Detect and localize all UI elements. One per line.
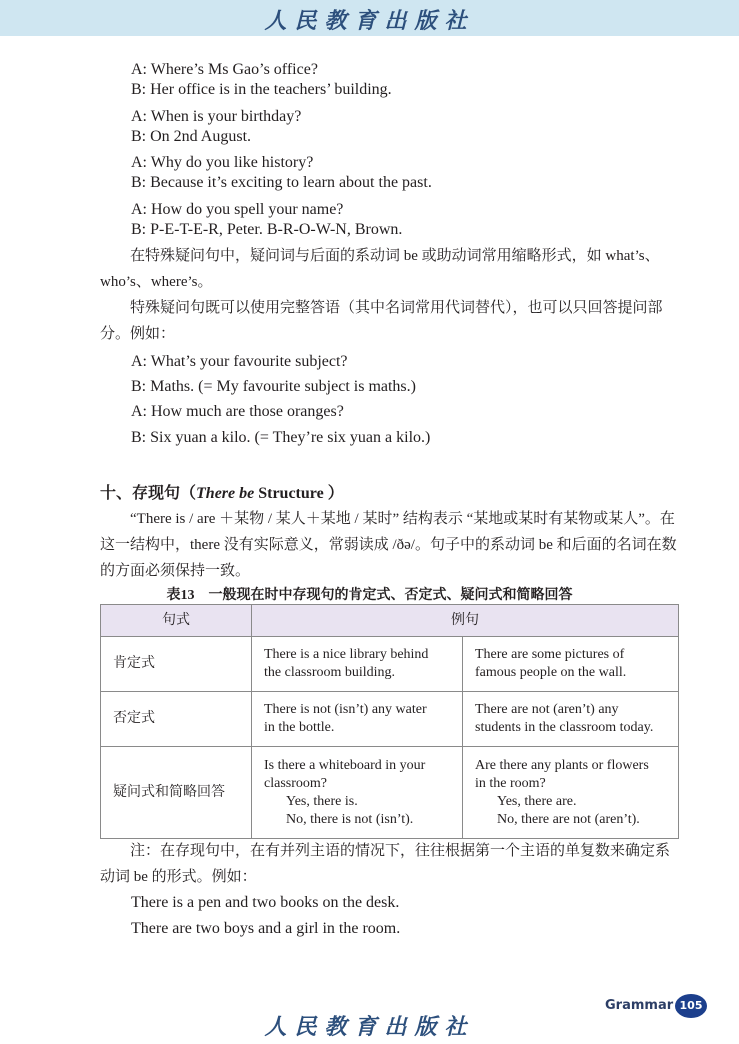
footer-section: Grammar xyxy=(605,998,674,1013)
section-heading: 十、存现句（There be Structure ） xyxy=(100,485,344,502)
page-number: 105 xyxy=(675,994,707,1018)
table-caption: 表13 一般现在时中存现句的肯定式、否定式、疑问式和简略回答 xyxy=(166,588,573,603)
dialog-line: A: How do you spell your name? xyxy=(131,201,344,218)
dialog-line: B: Maths. (= My favourite subject is maths.) xyxy=(131,378,416,395)
example-cell: There are not (aren’t) any students in the classroom today. xyxy=(463,692,679,747)
dialog-line: B: Her office is in the teachers’ building. xyxy=(131,81,392,98)
publisher-logo-footer: 人民教育出版社 xyxy=(264,1014,475,1040)
type-cell: 疑问式和简略回答 xyxy=(101,747,252,839)
type-cell: 否定式 xyxy=(101,692,252,747)
grammar-table xyxy=(100,604,679,839)
table-row xyxy=(101,692,679,747)
example-cell: Is there a whiteboard in your classroom? Yes, there is. No, there is not (isn’t). xyxy=(252,747,463,839)
table-row xyxy=(101,747,679,839)
dialog-line: A: What’s your favourite subject? xyxy=(131,353,348,370)
dialog-line: A: When is your birthday? xyxy=(131,108,302,125)
dialog-line: B: P-E-T-E-R, Peter. B-R-O-W-N, Brown. xyxy=(131,221,403,238)
example-cell: Are there any plants or flowers in the room? Yes, there are. No, there are not (aren’t). xyxy=(463,747,679,839)
table-header: 句式 xyxy=(101,605,252,637)
dialog-line: A: Where’s Ms Gao’s office? xyxy=(131,61,318,78)
dialog-line: B: Because it’s exciting to learn about the past. xyxy=(131,174,432,191)
dialog-line: B: Six yuan a kilo. (= They’re six yuan a kilo.) xyxy=(131,429,431,446)
example-cell: There are some pictures of famous people on the wall. xyxy=(463,637,679,692)
paragraph: 在特殊疑问句中，疑问词与后面的系动词 be 或助动词常用缩略形式，如 what’s、who’s、where’s。 xyxy=(100,248,660,290)
example-cell: There is not (isn’t) any water in the bottle. xyxy=(252,692,463,747)
publisher-logo: 人民教育出版社 xyxy=(264,8,475,34)
type-cell: 肯定式 xyxy=(101,637,252,692)
note: 注：在存现句中，在有并列主语的情况下，往往根据第一个主语的单复数来确定系动词 be 的形式。例如： xyxy=(100,843,671,885)
example-cell: There is a nice library behind the classroom building. xyxy=(252,637,463,692)
dialog-line: B: On 2nd August. xyxy=(131,128,252,145)
example-sentence: There is a pen and two books on the desk. xyxy=(131,894,400,911)
table-row xyxy=(101,637,679,692)
paragraph: 特殊疑问句既可以使用完整答语（其中名词常用代词替代），也可以只回答提问部分。例如： xyxy=(100,300,663,342)
table-header: 例句 xyxy=(252,605,679,637)
example-sentence: There are two boys and a girl in the room. xyxy=(131,920,401,937)
dialog-line: A: How much are those oranges? xyxy=(131,403,344,420)
header-band xyxy=(0,0,739,36)
dialog-line: A: Why do you like history? xyxy=(131,154,314,171)
paragraph: “There is / are ＋某物 / 某人＋某地 / 某时” 结构表示 “某地或某时有某物或某人”。在这一结构中，there 没有实际意义，常弱读成 /ðə/。句子中的系动词 be 和后面的名词在数的方面必须保持一致。 xyxy=(100,511,677,579)
